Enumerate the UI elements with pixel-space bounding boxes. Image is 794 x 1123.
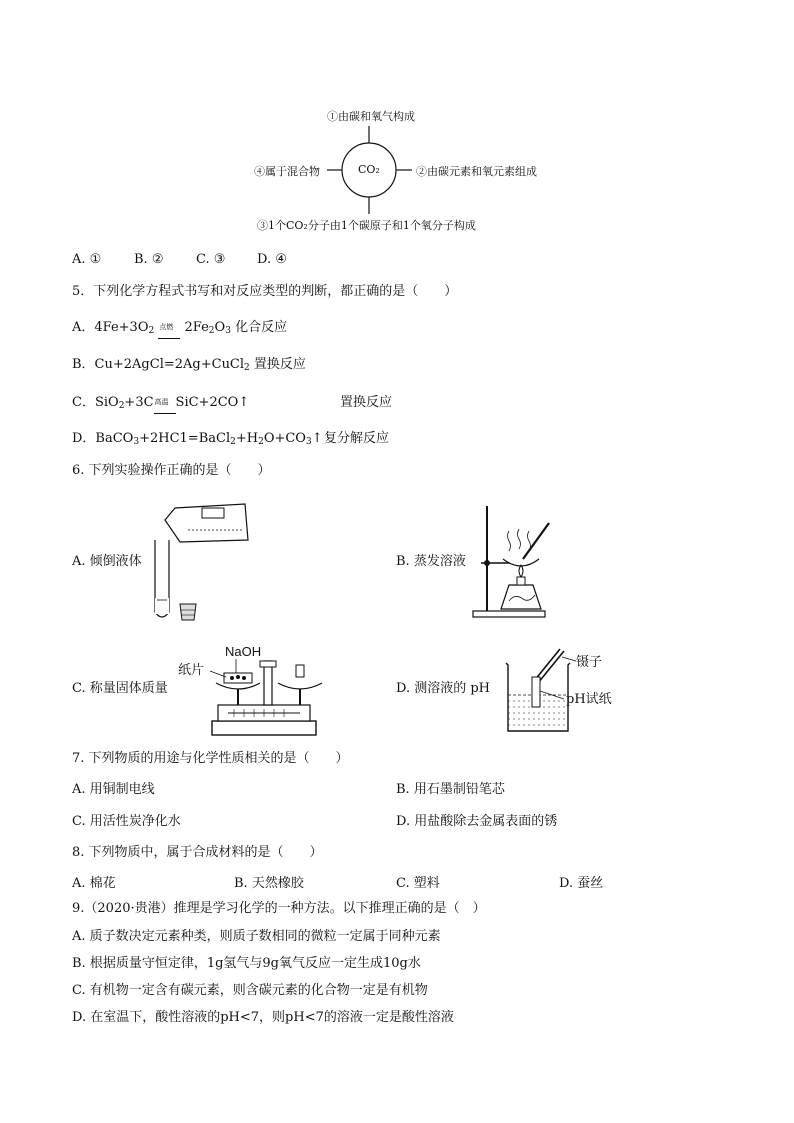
q6-option-a[interactable]: A. 倾倒液体	[72, 554, 142, 569]
q9-option-d[interactable]: D. 在室温下，酸性溶液的pH<7，则pH<7的溶液一定是酸性溶液	[72, 1010, 454, 1025]
evaporation-figure	[465, 503, 575, 623]
q4-option-a[interactable]: A. ①	[72, 252, 102, 267]
q6-option-c[interactable]: C. 称量固体质量	[72, 681, 168, 696]
q9-stem: 9.（2020·贵港）推理是学习化学的一种方法。以下推理正确的是（ ）	[72, 901, 486, 916]
q4-option-b[interactable]: B. ②	[134, 252, 164, 267]
diagram-right-label: ②由碳元素和氧元素组成	[416, 165, 537, 178]
diagram-bottom-label: ③1个CO₂分子由1个碳原子和1个氧分子构成	[257, 219, 476, 232]
paper-label: 纸片	[178, 663, 205, 678]
q4-option-d[interactable]: D. ④	[257, 252, 287, 267]
q8-option-d[interactable]: D. 蚕丝	[559, 876, 604, 891]
q5-option-d-type: 复分解反应	[324, 431, 390, 446]
q7-option-a[interactable]: A. 用铜制电线	[72, 782, 155, 797]
q9-option-a[interactable]: A. 质子数决定元素种类，则质子数相同的微粒一定属于同种元素	[72, 929, 441, 944]
q7-option-d[interactable]: D. 用盐酸除去金属表面的锈	[396, 814, 558, 829]
ph-paper-label: pH试纸	[566, 692, 612, 707]
diagram-left-label: ④属于混合物	[254, 165, 320, 178]
pouring-liquid-figure	[150, 500, 250, 630]
q9-option-b[interactable]: B. 根据质量守恒定律，1g氢气与9g氧气反应一定生成10g水	[72, 956, 421, 971]
q8-option-a[interactable]: A. 棉花	[72, 876, 116, 891]
q6-option-b[interactable]: B. 蒸发溶液	[396, 554, 466, 569]
q5-option-d[interactable]: D．$BaCO_3+2HC1=BaCl_2+H_2O+CO_3↑$	[72, 431, 323, 447]
q6-option-d[interactable]: D. 测溶液的 pH	[396, 681, 491, 696]
q5-stem: 5．下列化学方程式书写和对反应类型的判断，都正确的是（ ）	[72, 284, 458, 299]
q9-option-c[interactable]: C. 有机物一定含有碳元素，则含碳元素的化合物一定是有机物	[72, 983, 428, 998]
co2-center-label: CO₂	[358, 163, 380, 176]
q4-option-c[interactable]: C. ③	[196, 252, 226, 267]
naoh-label: NaOH	[225, 644, 262, 659]
q5-option-c[interactable]: C．SiO$_2$+3C 高温 SiC+2CO↑	[72, 395, 249, 411]
q7-option-c[interactable]: C. 用活性炭净化水	[72, 814, 181, 829]
q7-stem: 7. 下列物质的用途与化学性质相关的是（ ）	[72, 751, 349, 766]
q8-option-c[interactable]: C. 塑料	[396, 876, 440, 891]
q5-option-b[interactable]: B．Cu+2AgCl=2Ag+CuCl$_2$ 置换反应	[72, 357, 306, 373]
tweezers-label: 镊子	[576, 655, 603, 670]
q8-option-b[interactable]: B. 天然橡胶	[234, 876, 304, 891]
q5-option-c-type: 置换反应	[340, 395, 393, 410]
diagram-top-label: ①由碳和氧气构成	[327, 110, 415, 123]
q7-option-b[interactable]: B. 用石墨制铅笔芯	[396, 782, 505, 797]
q8-stem: 8. 下列物质中，属于合成材料的是（ ）	[72, 845, 323, 860]
q6-stem: 6. 下列实验操作正确的是（ ）	[72, 463, 271, 478]
q5-option-a[interactable]: A．$4Fe+3O_2$ 点燃 $2Fe_2O_3$ 化合反应	[72, 320, 287, 336]
